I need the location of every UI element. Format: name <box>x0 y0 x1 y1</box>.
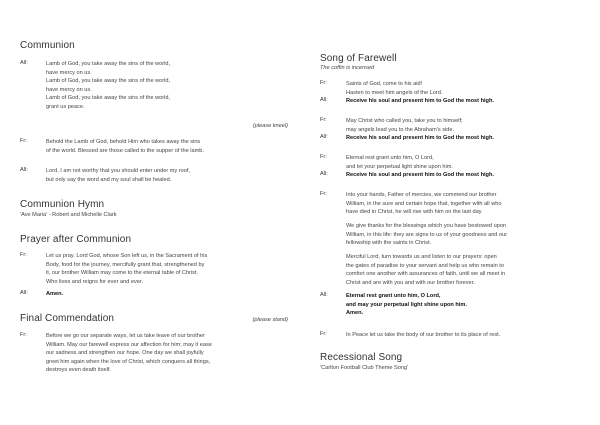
text-line: William. May our farewell express our affection for him; may it ease <box>46 341 212 348</box>
response-text <box>46 290 63 299</box>
text-line: Merciful Lord, turn towards us and listen to our prayers: open <box>346 254 497 260</box>
prayer-after-communion-heading: Prayer after Communion <box>20 234 132 245</box>
speaker-label: Fr: <box>20 332 27 338</box>
communion-hymn-heading: Communion Hymn <box>20 199 105 210</box>
text-line: Into your hands, Father of mercies, we commend our brother <box>346 192 497 198</box>
text-line: and may your perpetual light shine upon him. <box>346 301 467 308</box>
verse-text <box>346 331 500 340</box>
speaker-label: Fr: <box>320 154 327 160</box>
text-line: Eternal rest grant unto him, O Lord, <box>346 293 441 299</box>
response-text <box>46 167 190 184</box>
text-line: Amen. <box>46 291 64 297</box>
prayer-paragraph-3 <box>346 253 505 287</box>
speaker-label: Fr: <box>320 80 327 86</box>
prayer-paragraph-2 <box>346 222 507 248</box>
speaker-label: Fr: <box>20 252 27 258</box>
speaker-label: Fr: <box>320 117 327 123</box>
text-line: Receive his soul and present him to God the most high. <box>346 135 494 141</box>
song-of-farewell-heading: Song of Farewell <box>320 53 397 64</box>
verse-text <box>46 332 212 375</box>
text-line: Lamb of God, you take away the sins of the world, <box>46 61 171 67</box>
text-line: Who lives and reigns for ever and ever. <box>46 278 144 285</box>
kneel-instruction: (please kneel) <box>252 123 288 129</box>
response-text <box>46 60 170 112</box>
stand-instruction: (please stand) <box>252 317 288 323</box>
speaker-label: All: <box>20 167 28 173</box>
speaker-label: All: <box>20 290 28 296</box>
text-line: of the world. Blessed are those called to the supper of the lamb. <box>46 147 204 154</box>
text-line: We give thanks for the blessings which you have bestowed upon <box>346 223 507 229</box>
text-line: Receive his soul and present him to God the most high. <box>346 172 494 178</box>
text-line: Body, food for the journey, mercifully grant that, strengthened by <box>46 261 205 268</box>
response-text <box>346 292 467 318</box>
speaker-label: All: <box>320 292 328 298</box>
text-line: destroys even death itself. <box>46 367 111 374</box>
text-line: comfort one another with assurances of faith, until we all meet in <box>346 271 506 278</box>
verse-text <box>46 138 204 155</box>
text-line: have died in Christ, he will rise with him on the last day <box>346 209 482 216</box>
text-line: grant us peace. <box>46 103 85 110</box>
text-line: May Christ who called you, take you to himself; <box>346 118 463 124</box>
verse-text <box>346 80 442 97</box>
speaker-label: All: <box>320 171 328 177</box>
text-line: the gates of paradise to your servant and help us who remain to <box>346 262 504 269</box>
text-line: Lamb of God, you take away the sins of the world, <box>46 95 171 102</box>
final-commendation-heading: Final Commendation <box>20 313 115 324</box>
text-line: Christ and are with you and with our brother forever. <box>346 279 475 286</box>
text-line: greet him again when the love of Christ, which conquers all things, <box>46 358 211 365</box>
verse-text <box>346 154 453 171</box>
text-line: fellowship with the saints in Christ. <box>346 240 432 247</box>
recessional-song-subtitle: 'Carlton Football Club Theme Song' <box>320 365 409 371</box>
verse-text <box>46 252 207 286</box>
text-line: Amen. <box>346 310 364 317</box>
text-line: may angels lead you to the Abraham's side. <box>346 126 455 133</box>
verse-text <box>346 117 463 134</box>
prayer-paragraph-1 <box>346 191 501 217</box>
text-line: our sadness and strengthen our hope. One day we shall joyfully <box>46 350 204 357</box>
song-of-farewell-subtitle: The coffin is incensed <box>320 65 375 71</box>
text-line: William, in this life: they are signs to us of your goodness and our <box>346 231 508 238</box>
text-line: Lamb of God, you take away the sins of the world, <box>46 78 171 85</box>
communion-hymn-subtitle: 'Ave Maria' - Robert and Michelle Clark <box>20 212 117 218</box>
response-text <box>346 134 494 143</box>
speaker-label: All: <box>320 134 328 140</box>
communion-heading: Communion <box>20 40 75 51</box>
text-line: Eternal rest grant unto him, O Lord, <box>346 155 434 161</box>
text-line: William, in the sure and certain hope that, together with all who <box>346 200 502 207</box>
speaker-label: Fr: <box>20 138 27 144</box>
text-line: In Peace let us take the body of our brother to its place of rest. <box>346 332 501 338</box>
text-line: have mercy on us. <box>46 69 92 76</box>
text-line: but only say the word and my soul shall be healed. <box>46 176 172 183</box>
speaker-label: Fr: <box>320 191 327 197</box>
speaker-label: Fr: <box>320 331 327 337</box>
text-line: Receive his soul and present him to God the most high. <box>346 98 494 104</box>
text-line: and let your perpetual light shine upon him. <box>346 163 453 170</box>
text-line: it, our brother William may come to the eternal table of Christ. <box>46 270 199 277</box>
speaker-label: All: <box>320 97 328 103</box>
text-line: Hasten to meet him angels of the Lord. <box>346 89 443 96</box>
response-text <box>346 97 494 106</box>
response-text <box>346 171 494 180</box>
text-line: Let us pray. Lord God, whose Son left us, in the Sacrament of his <box>46 253 208 259</box>
text-line: Saints of God, come to his aid! <box>346 81 423 87</box>
speaker-label: All: <box>20 60 28 66</box>
text-line: have mercy on us. <box>46 86 92 93</box>
recessional-song-heading: Recessional Song <box>320 352 403 363</box>
text-line: Behold the Lamb of God, behold Him who takes away the sins <box>46 139 201 145</box>
text-line: Before we go our separate ways, let us take leave of our brother <box>46 333 205 339</box>
text-line: Lord, I am not worthy that you should enter under my roof, <box>46 168 190 174</box>
